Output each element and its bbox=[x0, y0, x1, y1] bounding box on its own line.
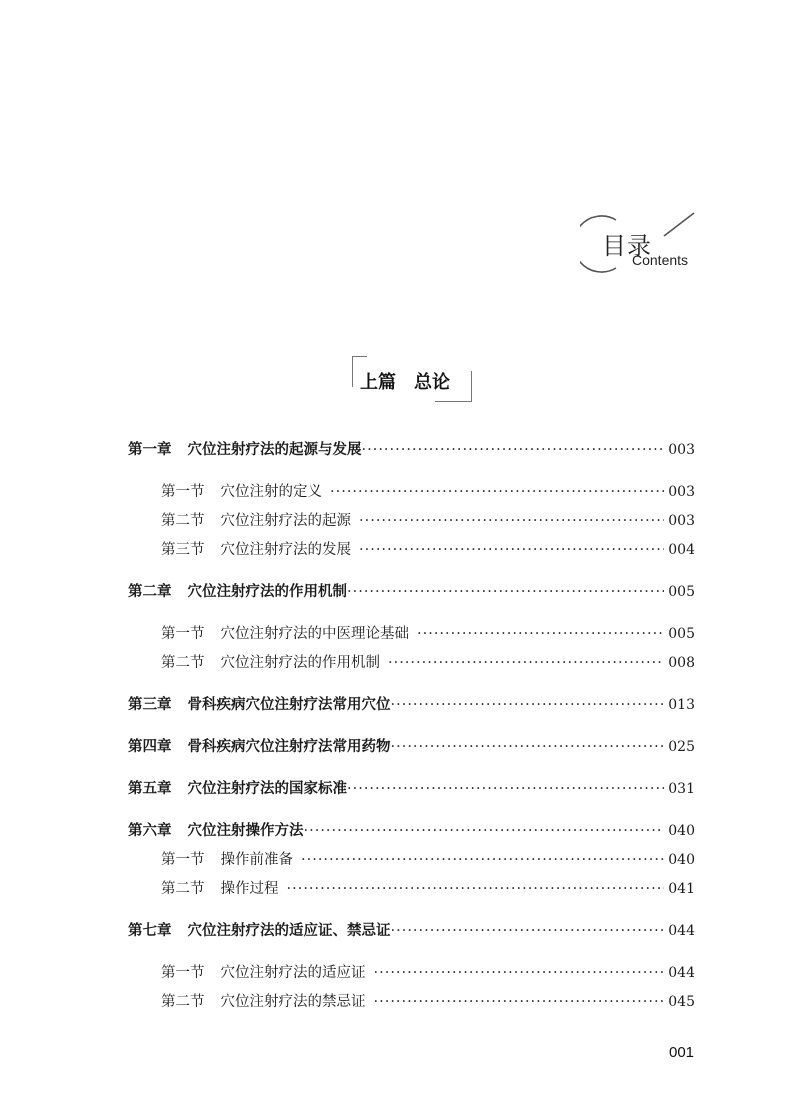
toc-section-row[interactable] bbox=[128, 846, 695, 875]
dot-leader bbox=[359, 507, 664, 536]
toc-section-row[interactable] bbox=[128, 988, 695, 1017]
dot-leader bbox=[330, 478, 664, 507]
toc-chapter-row[interactable] bbox=[128, 733, 695, 762]
toc-page-number: 003 bbox=[668, 484, 695, 500]
part-heading-box bbox=[352, 356, 472, 402]
toc-page-number: 045 bbox=[668, 994, 695, 1010]
toc-entry-label: 第一节 bbox=[161, 626, 205, 642]
contents-subheading: Contents bbox=[632, 252, 689, 268]
toc-chapter-row[interactable] bbox=[128, 917, 695, 946]
part-title: 上篇 总论 bbox=[360, 372, 450, 393]
toc-entry-title: 穴位注射疗法的禁忌证 bbox=[220, 994, 366, 1010]
toc-section-row[interactable] bbox=[128, 536, 695, 565]
toc-page-number: 003 bbox=[668, 513, 695, 529]
toc-entry-title: 穴位注射疗法的中医理论基础 bbox=[220, 626, 409, 642]
toc-page-number: 013 bbox=[668, 697, 695, 713]
toc-entry-title: 骨科疾病穴位注射疗法常用药物 bbox=[187, 739, 391, 755]
table-of-contents bbox=[128, 436, 695, 1017]
toc-section-row[interactable] bbox=[128, 959, 695, 988]
toc-spacer bbox=[128, 904, 695, 917]
toc-spacer bbox=[128, 565, 695, 578]
contents-logo bbox=[580, 210, 700, 280]
toc-section-row[interactable] bbox=[128, 620, 695, 649]
toc-page-number: 044 bbox=[668, 923, 695, 939]
toc-page-number: 005 bbox=[668, 626, 695, 642]
toc-chapter-row[interactable] bbox=[128, 578, 695, 607]
dot-leader bbox=[347, 775, 664, 804]
toc-entry-label: 第一节 bbox=[161, 965, 205, 981]
dot-leader bbox=[374, 988, 665, 1017]
toc-entry-label: 第三章 bbox=[128, 697, 172, 713]
dot-leader bbox=[391, 733, 665, 762]
page-number: 001 bbox=[669, 1044, 695, 1061]
toc-spacer bbox=[128, 607, 695, 620]
dot-leader bbox=[304, 817, 665, 846]
toc-entry-label: 第一节 bbox=[161, 852, 205, 868]
dot-leader bbox=[287, 875, 665, 904]
toc-page-number: 003 bbox=[668, 442, 695, 458]
toc-entry-label: 第五章 bbox=[128, 781, 172, 797]
toc-spacer bbox=[128, 465, 695, 478]
toc-chapter-row[interactable] bbox=[128, 436, 695, 465]
toc-spacer bbox=[128, 946, 695, 959]
toc-spacer bbox=[128, 804, 695, 817]
toc-spacer bbox=[128, 720, 695, 733]
toc-entry-title: 穴位注射疗法的适应证、禁忌证 bbox=[187, 923, 391, 939]
toc-entry-title: 骨科疾病穴位注射疗法常用穴位 bbox=[187, 697, 391, 713]
toc-page-number: 040 bbox=[668, 852, 695, 868]
toc-page-number: 031 bbox=[668, 781, 695, 797]
toc-entry-title: 操作前准备 bbox=[220, 852, 293, 868]
toc-section-row[interactable] bbox=[128, 649, 695, 678]
dot-leader bbox=[359, 536, 664, 565]
dot-leader bbox=[362, 436, 665, 465]
dot-leader bbox=[391, 691, 665, 720]
toc-entry-title: 穴位注射疗法的国家标准 bbox=[187, 781, 347, 797]
toc-entry-title: 穴位注射疗法的发展 bbox=[220, 542, 351, 558]
toc-chapter-row[interactable] bbox=[128, 691, 695, 720]
dot-leader bbox=[301, 846, 664, 875]
toc-entry-label: 第三节 bbox=[161, 542, 205, 558]
toc-page-number: 005 bbox=[668, 584, 695, 600]
toc-entry-title: 穴位注射疗法的起源与发展 bbox=[187, 442, 362, 458]
toc-page-number: 044 bbox=[668, 965, 695, 981]
toc-entry-label: 第二节 bbox=[161, 513, 205, 529]
toc-entry-title: 穴位注射疗法的适应证 bbox=[220, 965, 366, 981]
toc-entry-title: 穴位注射疗法的起源 bbox=[220, 513, 351, 529]
toc-entry-title: 穴位注射疗法的作用机制 bbox=[220, 655, 380, 671]
toc-entry-label: 第四章 bbox=[128, 739, 172, 755]
toc-spacer bbox=[128, 762, 695, 775]
dot-leader bbox=[417, 620, 664, 649]
toc-spacer bbox=[128, 678, 695, 691]
toc-entry-label: 第七章 bbox=[128, 923, 172, 939]
dot-leader bbox=[388, 649, 664, 678]
toc-entry-label: 第二章 bbox=[128, 584, 172, 600]
toc-section-row[interactable] bbox=[128, 875, 695, 904]
toc-entry-label: 第二节 bbox=[161, 881, 205, 897]
toc-section-row[interactable] bbox=[128, 478, 695, 507]
dot-leader bbox=[391, 917, 665, 946]
toc-entry-label: 第一章 bbox=[128, 442, 172, 458]
toc-entry-title: 穴位注射疗法的作用机制 bbox=[187, 584, 347, 600]
toc-entry-title: 穴位注射操作方法 bbox=[187, 823, 304, 839]
dot-leader bbox=[374, 959, 665, 988]
toc-section-row[interactable] bbox=[128, 507, 695, 536]
contents-heading: 目录 bbox=[602, 232, 652, 260]
toc-entry-label: 第二节 bbox=[161, 655, 205, 671]
toc-chapter-row[interactable] bbox=[128, 817, 695, 846]
toc-entry-title: 穴位注射的定义 bbox=[220, 484, 322, 500]
toc-entry-label: 第一节 bbox=[161, 484, 205, 500]
toc-chapter-row[interactable] bbox=[128, 775, 695, 804]
toc-entry-label: 第六章 bbox=[128, 823, 172, 839]
toc-page-number: 004 bbox=[668, 542, 695, 558]
toc-entry-title: 操作过程 bbox=[220, 881, 279, 897]
toc-page-number: 040 bbox=[668, 823, 695, 839]
dot-leader bbox=[347, 578, 664, 607]
toc-page-number: 025 bbox=[668, 739, 695, 755]
toc-entry-label: 第二节 bbox=[161, 994, 205, 1010]
toc-page-number: 041 bbox=[668, 881, 695, 897]
toc-page-number: 008 bbox=[668, 655, 695, 671]
